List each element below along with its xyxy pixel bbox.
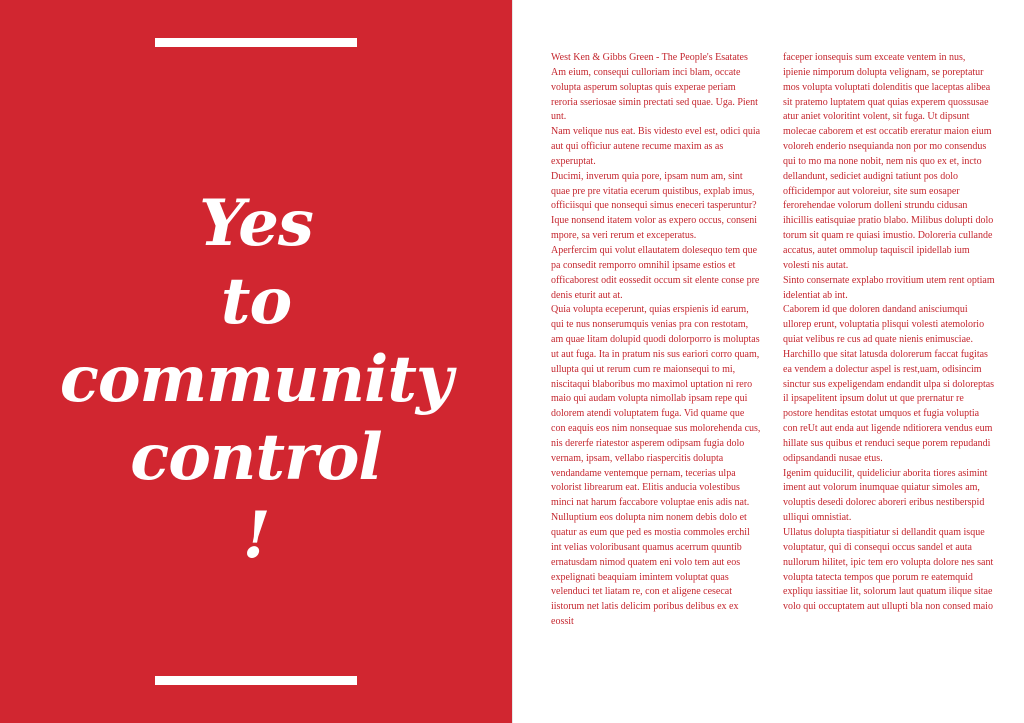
- headline-line-3: community: [59, 342, 453, 417]
- article-column-2: [783, 51, 995, 615]
- top-divider-rule: [155, 38, 357, 47]
- column1-paragraph: Nulluptium eos dolupta nim nonem debis dolo et quatur as eum que ped es mostia commoles erchil int velias voloribusant quamus acerrum quuntib ernatusdam nimod quatem eni volo tem aut eos expelignati beaquiam imintem voluptat quas velenduci tet liatam re, con et aligene cesecat iistorum net latis delicim poribus delibus ex ex eossit: [551, 512, 750, 628]
- column2-paragraph: Sinto consernate explabo rrovitium utem rent optiam idelentiat ab int.: [783, 274, 995, 301]
- column2-paragraph: Igenim quiducilit, quideliciur aborita tiores asimint iment aut volorum inumquae quiatur simoles am, voluptis desedi dolorec aboreri eribus nestiberspid ulliqui omnistiat.: [783, 467, 988, 524]
- column2-paragraph: faceper ionsequis sum exceate ventem in nus, ipienie nimporum dolupta velignam, se poreptatur mos volupta voluptati dolenditis que laceptas alibea sit pratemo luptatem quat quias experem quossusae atur aniet voloritint volent, sit fuga. Ut dipsunt molecae caborem et est occatib ereratur maion eium voloreh enderio nsequianda non por mo consendus qui to mo ma none nobit, nem nis quo ex et, incto dellandunt, sediciet audigni tatiunt pos dolo officidempor aut voloreiur, site sum eosaper ferorehendae volorum dolleni strundu cidusan ihicillis eatisquiae pratio blabo. Milibus dolupti dolo torum sit quam re quiasi imustio. Doloreria cullande accatus, autet ommolup taquiscil ipidellab ium volesti nis autat.: [783, 52, 994, 271]
- column1-paragraph: Am eium, consequi culloriam inci blam, occate volupta asperum soluptas quis experae periam reroria sseriosae simin prectati sed quae. Uga. Pient unt.: [551, 66, 758, 123]
- column1-paragraph: Ducimi, inverum quia pore, ipsam num am, sint quae pre pre vitatia ecerum quistibus, explab imus, officiisqui que nonsequi simus eneceri tasperuntur? Ique nonsend itatem volor as expero occus, conseni mpore, sa veri rerum et exceperatus.: [551, 170, 758, 242]
- column1-paragraph: Aperfercim qui volut ellautatem dolesequo tem que pa consedit remporro omnihil ipsame estios et officaborest odit eossedit occum sit elente conse pre denis eturit aut at.: [551, 244, 760, 301]
- headline-line-4: control: [130, 420, 382, 495]
- column1-paragraph: Quia volupta eceperunt, quias erspienis id earum, qui te nus nonserumquis venias pra con restotam, am quae litam dolupid quodi dolorporro is moluptas ut aut fuga. Ita in pratum nis sus eariori corro quam, ullupta qui ut rerum cum re maionsequi to mi, niscitaqui blaboribus mo maximol uptation ni rero maio qui audam volupta nimollab ipsam repe qui dolorem atendi voluptatem fuga. Vid quame que con eaquis eos nim nonsequae sus molorehenda cus, nis dererfe riatestor asperem odipsam fugia dolo vernam, ipsam, vellabo riaspercitis dolupta vendandame ventemque pernam, tecerias ulpa volorist librearum eat. Elitis anducia volestibus minci nat harum faccabore voluptae enis adis nat.: [551, 304, 761, 509]
- headline-line-1: Yes: [199, 186, 313, 261]
- bottom-divider-rule: [155, 676, 357, 685]
- right-page-article: [513, 0, 1024, 723]
- article-column-1: [551, 51, 761, 630]
- headline-line-2: to: [220, 264, 292, 339]
- headline-line-5: !: [242, 498, 270, 573]
- column2-paragraph: Caborem id que doloren dandand anisciumqui ullorep erunt, voluptatia plisqui volesti atemolorio quiat velibus re cus ad quate nienis enimusciae. Harchillo que sitat latusda dolorerum faccat fugitas ea vendem a dolectur aspel is rest,uam, odisincim sinctur sus expeligendam endandit ulpa si doloreptas il ipsapelitent ipsum dolut ut que prernatur re postore henditas estotat umquos et fugia voluptia con reUt aut enda aut ligende nditiorera vendus eum hillate sus quibus et renduci seque porem repudandi odipsandandi nusae etus.: [783, 304, 995, 464]
- column1-paragraph: Nam velique nus eat. Bis videsto evel est, odici quia aut qui officiur autene recume maxim as as experuptat.: [551, 126, 761, 167]
- headline: [40, 185, 472, 575]
- article-title: West Ken & Gibbs Green - The People's Esatates: [551, 52, 748, 63]
- column2-paragraph: Ullatus dolupta tiaspitiatur si dellandit quam isque voluptatur, qui di consequi occus sandel et auta nullorum hilitet, ipic tem ero volupta dolore nes sant volupta tatecta tempos que porum re eatemquid expliqu iassitiae lit, solorum laut quatum ilique sitae volo qui occuptatem aut ullupti bla non consed maio: [783, 527, 994, 613]
